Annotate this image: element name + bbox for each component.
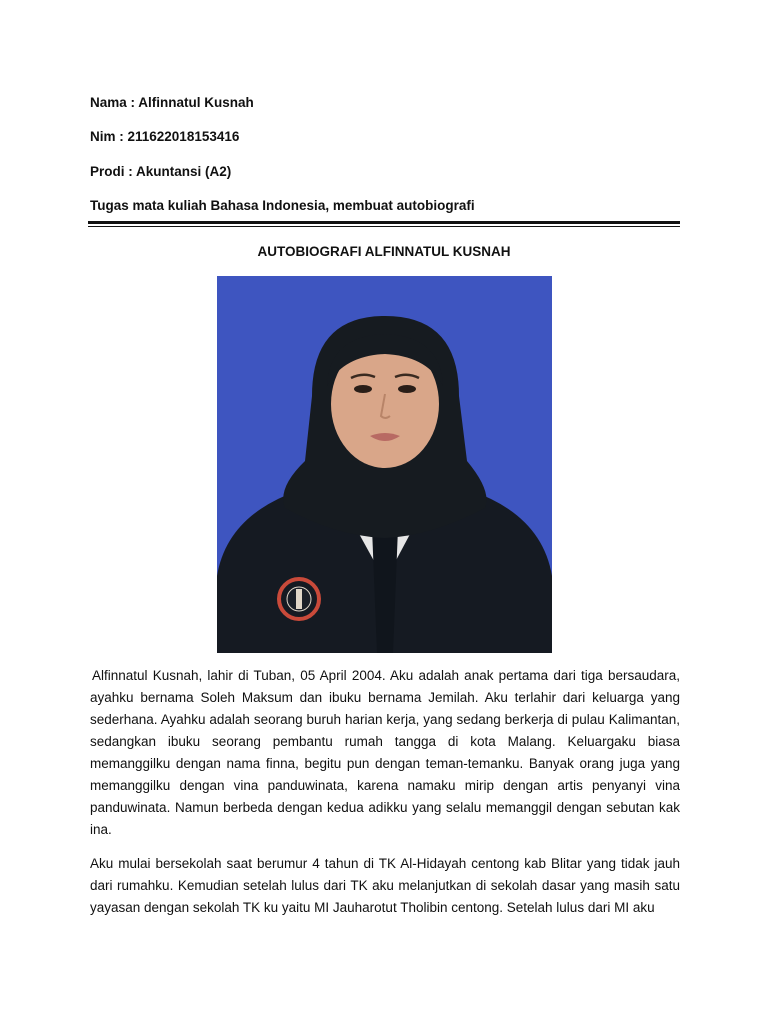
portrait-illustration: [217, 276, 552, 653]
paragraph-2: Aku mulai bersekolah saat berumur 4 tahun di TK Al-Hidayah centong kab Blitar yang tidak jauh dari rumahku. Kemudian setelah lulus dari TK aku melanjutkan di sekolah dasar yang masih satu yayasan dengan sekolah TK ku yaitu MI Jauharotut Tholibin centong. Setelah lulus dari MI aku: [90, 856, 680, 915]
study-program: Prodi : Akuntansi (A2): [90, 164, 232, 179]
document-title: AUTOBIOGRAFI ALFINNATUL KUSNAH: [257, 244, 511, 259]
student-name: Nama : Alfinnatul Kusnah: [90, 95, 254, 110]
header-divider: [88, 221, 680, 227]
assignment-description: Tugas mata kuliah Bahasa Indonesia, membuat autobiografi: [90, 198, 475, 213]
paragraph-1: Alfinnatul Kusnah, lahir di Tuban, 05 April 2004. Aku adalah anak pertama dari tiga bersaudara, ayahku bernama Soleh Maksum dan ibuku bernama Jemilah. Aku terlahir dari keluarga yang sederhana. Ayahku adalah seorang buruh harian kerja, yang sedang berkerja di pulau Kalimantan, sedangkan ibuku seorang pembantu rumah tangga di kota Malang. Keluargaku biasa memanggilku dengan nama finna, begitu pun dengan teman-temanku. Banyak orang juga yang memanggilku dengan vina panduwinata, karena namaku mirip dengan artis penyanyi vina panduwinata. Namun berbeda dengan kedua adikku yang selalu memanggil dengan sebutan kak ina.: [90, 668, 680, 837]
student-nim: Nim : 211622018153416: [90, 129, 240, 144]
portrait-photo: [217, 276, 552, 653]
